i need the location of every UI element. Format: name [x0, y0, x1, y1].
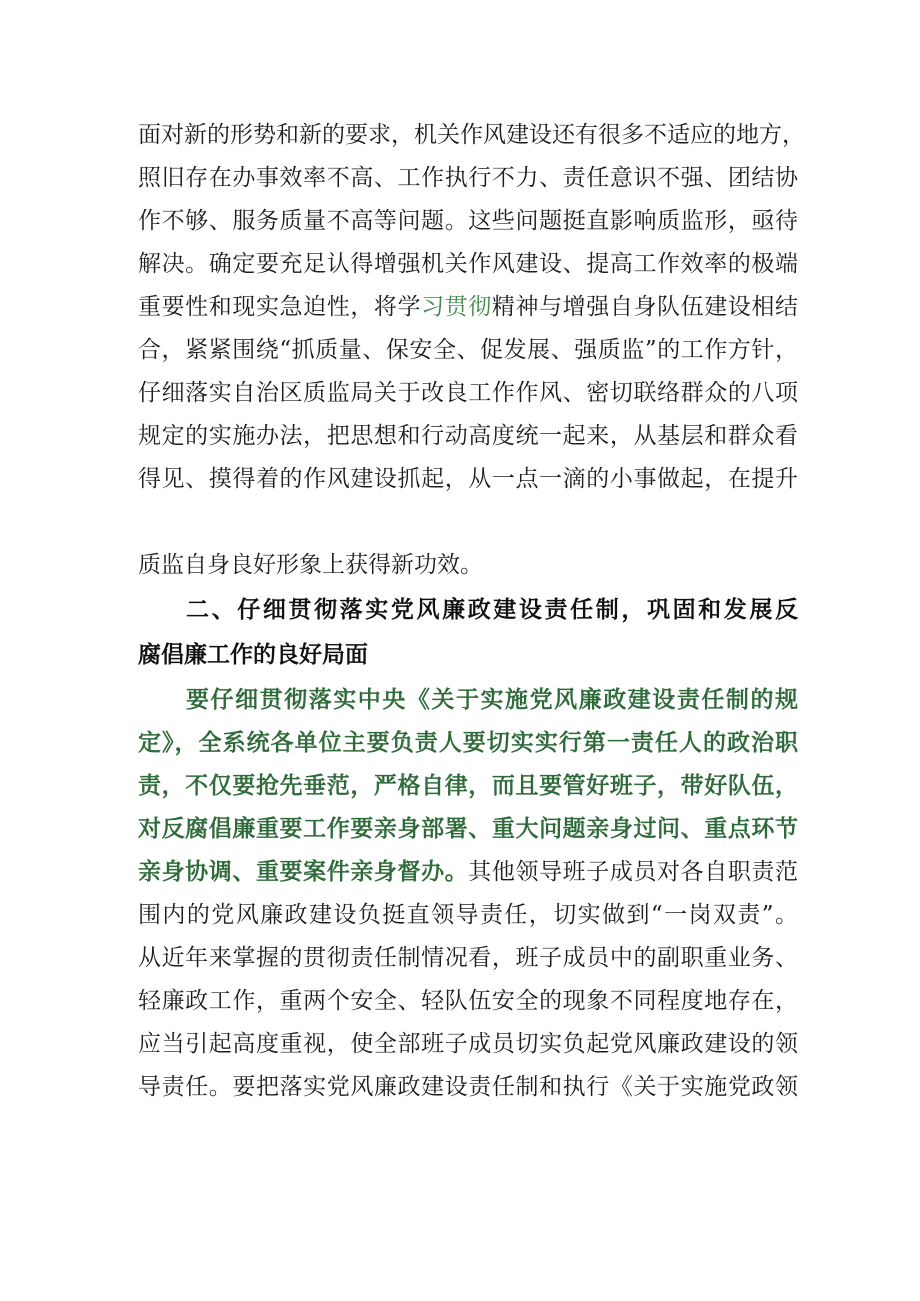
text-segment: 精神与增强自身队伍建设相结 — [491, 294, 799, 320]
paragraph-line: 作不够、服务质量不高等问题。这些问题挺直影响质监形，亟待 — [138, 208, 798, 234]
text-segment: 亲身协调、重要案件亲身督办。 — [138, 858, 469, 885]
paragraph-line: 导责任。要把落实党风廉政建设责任制和执行《关于实施党政领 — [138, 1074, 798, 1100]
paragraph-line: 质监自身良好形象上获得新功效。 — [138, 552, 483, 578]
paragraph-line: 照旧存在办事效率不高、工作执行不力、责任意识不强、团结协 — [138, 165, 798, 191]
paragraph-line: 围内的党风廉政建设负挺直领导责任，切实做到“一岗双责”。 — [138, 902, 798, 928]
paragraph-line: 规定的实施办法，把思想和行动高度统一起来，从基层和群众看 — [138, 423, 798, 449]
text-segment: 重要性和现实急迫性，将学 — [138, 294, 422, 320]
paragraph-line: 要仔细贯彻落实中央《关于实施党风廉政建设责任制的规 — [186, 686, 798, 713]
paragraph-line: 面对新的形势和新的要求，机关作风建设还有很多不适应的地方， — [138, 122, 805, 148]
paragraph-line: 应当引起高度重视，使全部班子成员切实负起党风廉政建设的领 — [138, 1031, 798, 1057]
paragraph-line: 得见、摸得着的作风建设抓起，从一点一滴的小事做起，在提升 — [138, 466, 798, 492]
paragraph-line: 责，不仅要抢先垂范，严格自律，而且要管好班子，带好队伍， — [138, 772, 798, 799]
text-segment: 其他领导班子成员对各自职责范 — [468, 859, 799, 885]
paragraph-line: 仔细落实自治区质监局关于改良工作作风、密切联络群众的八项 — [138, 380, 798, 406]
paragraph-line: 定》，全系统各单位主要负责人要切实实行第一责任人的政治职 — [138, 729, 798, 756]
paragraph-line: 对反腐倡廉重要工作要亲身部署、重大问题亲身过问、重点环节 — [138, 815, 798, 842]
paragraph-line: 解决。确定要充足认得增强机关作风建设、提高工作效率的极端 — [138, 251, 798, 277]
paragraph-line-with-highlight — [138, 287, 798, 327]
paragraph-line: 轻廉政工作，重两个安全、轻队伍安全的现象不同程度地存在， — [138, 988, 798, 1014]
section-heading: 腐倡廉工作的良好局面 — [138, 642, 368, 668]
highlighted-text: 习贯彻 — [421, 294, 492, 320]
section-heading: 二、仔细贯彻落实党风廉政建设责任制，巩固和发展反 — [186, 597, 798, 623]
paragraph-line: 从近年来掌握的贯彻责任制情况看，班子成员中的副职重业务、 — [138, 945, 798, 971]
paragraph-line-mixed — [138, 852, 798, 892]
paragraph-line: 合，紧紧围绕“抓质量、保安全、促发展、强质监”的工作方针， — [138, 337, 798, 363]
